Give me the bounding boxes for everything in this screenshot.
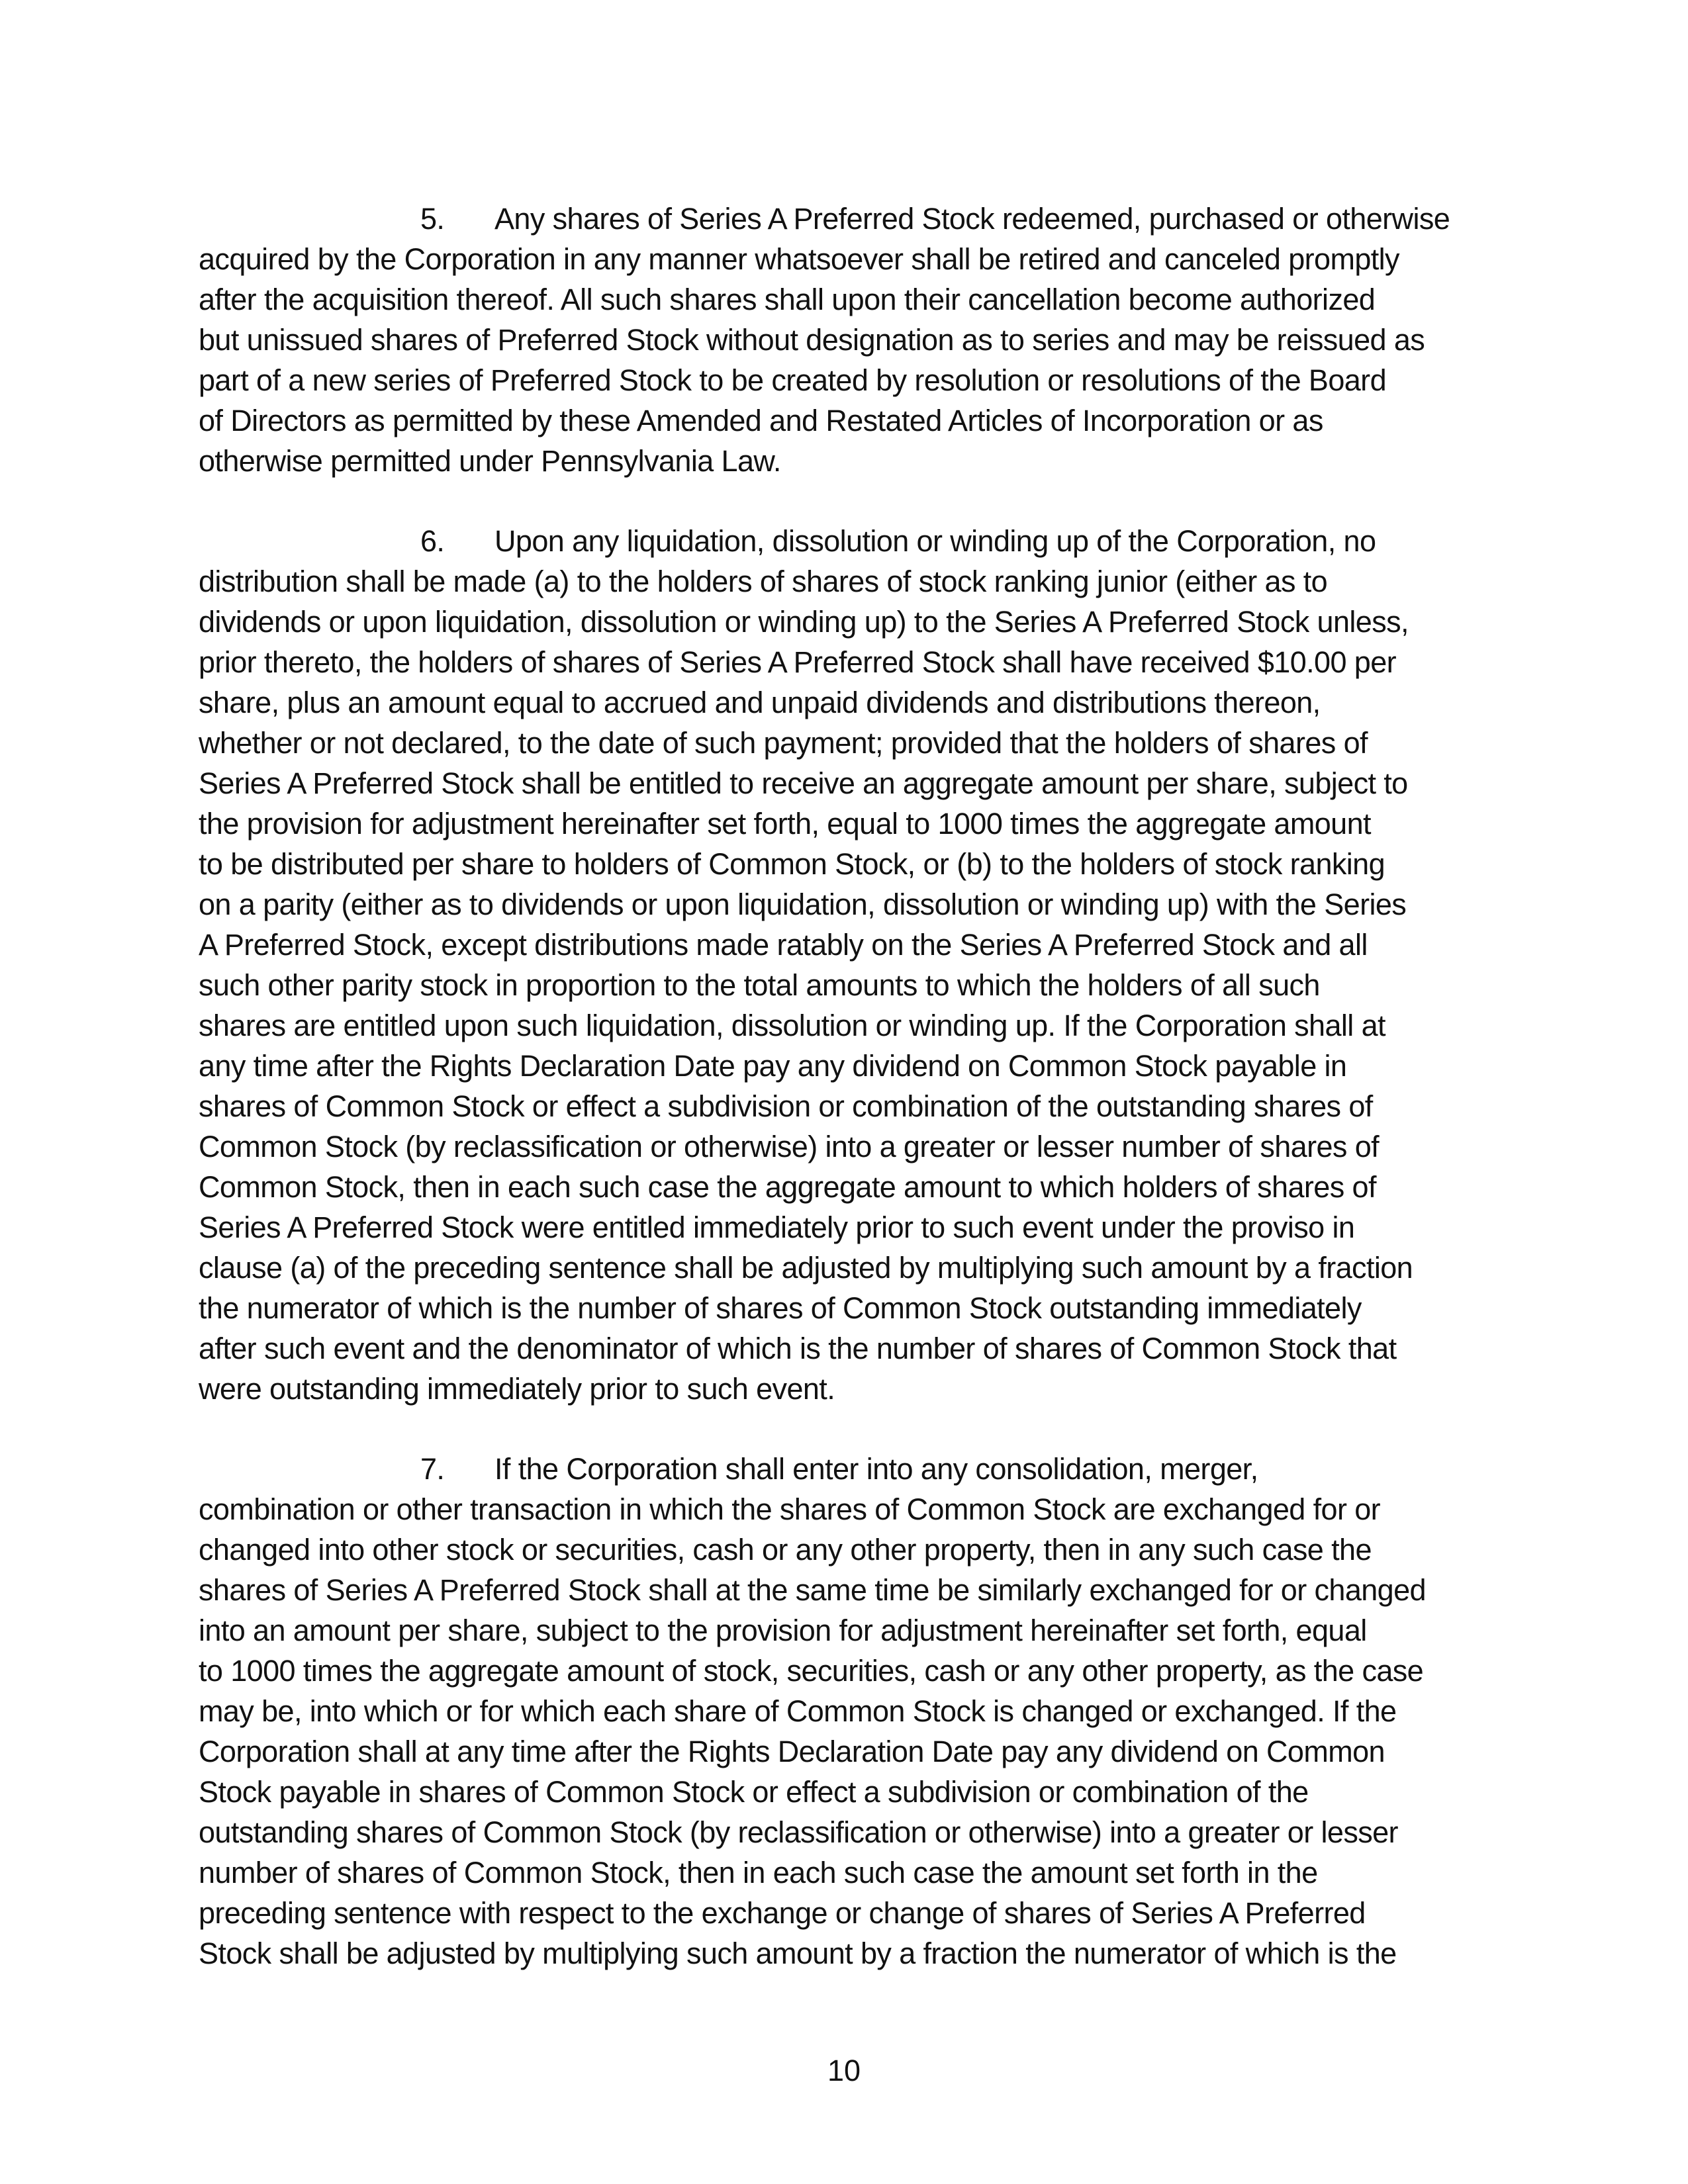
- paragraph-line: of Directors as permitted by these Amended and Restated Articles of Incorporation or as: [199, 404, 1323, 437]
- paragraph-first-line: [199, 521, 1489, 561]
- paragraph-line: shares of Series A Preferred Stock shall at the same time be similarly exchanged for or changed: [199, 1573, 1426, 1607]
- paragraph-line-text: Upon any liquidation, dissolution or winding up of the Corporation, no: [494, 524, 1376, 558]
- paragraph-line: but unissued shares of Preferred Stock without designation as to series and may be reissued as: [199, 323, 1425, 357]
- paragraph-line: preceding sentence with respect to the exchange or change of shares of Series A Preferred: [199, 1896, 1366, 1930]
- paragraph-line: whether or not declared, to the date of such payment; provided that the holders of shares of: [199, 726, 1368, 760]
- paragraph-line: dividends or upon liquidation, dissolution or winding up) to the Series A Preferred Stock unless,: [199, 605, 1409, 639]
- paragraph-line: distribution shall be made (a) to the holders of shares of stock ranking junior (either as to: [199, 565, 1328, 598]
- paragraph-first-line: [199, 1449, 1489, 1489]
- paragraph-line: A Preferred Stock, except distributions made ratably on the Series A Preferred Stock and all: [199, 928, 1368, 962]
- paragraph-line: were outstanding immediately prior to such event.: [199, 1372, 835, 1406]
- paragraph-6: [199, 521, 1489, 1409]
- paragraph-line: such other parity stock in proportion to the total amounts to which the holders of all such: [199, 968, 1320, 1002]
- paragraph-line: share, plus an amount equal to accrued and unpaid dividends and distributions thereon,: [199, 686, 1321, 719]
- paragraph-line: Common Stock, then in each such case the aggregate amount to which holders of shares of: [199, 1170, 1376, 1204]
- paragraph-7: [199, 1449, 1489, 1974]
- paragraph-line: to 1000 times the aggregate amount of stock, securities, cash or any other property, as the case: [199, 1654, 1424, 1688]
- paragraph-line-text: Any shares of Series A Preferred Stock redeemed, purchased or otherwise: [494, 202, 1450, 236]
- paragraph-line: changed into other stock or securities, cash or any other property, then in any such case the: [199, 1533, 1372, 1567]
- paragraph-line-text: If the Corporation shall enter into any consolidation, merger,: [494, 1452, 1258, 1486]
- paragraph-line: Stock payable in shares of Common Stock or effect a subdivision or combination of the: [199, 1775, 1309, 1809]
- paragraph-line: Stock shall be adjusted by multiplying such amount by a fraction the numerator of which is the: [199, 1936, 1397, 1970]
- paragraph-number: 5.: [420, 202, 445, 236]
- paragraph-line: into an amount per share, subject to the provision for adjustment hereinafter set forth, equal: [199, 1614, 1367, 1647]
- paragraph-line: shares are entitled upon such liquidation, dissolution or winding up. If the Corporation shall at: [199, 1009, 1385, 1042]
- paragraph-line: Series A Preferred Stock shall be entitled to receive an aggregate amount per share, subject to: [199, 766, 1408, 800]
- paragraph-5: [199, 199, 1489, 481]
- paragraph-line: outstanding shares of Common Stock (by reclassification or otherwise) into a greater or lesser: [199, 1815, 1398, 1849]
- paragraph-line: combination or other transaction in which the shares of Common Stock are exchanged for or: [199, 1492, 1381, 1526]
- paragraph-line: after such event and the denominator of which is the number of shares of Common Stock that: [199, 1332, 1397, 1365]
- paragraph-line: the provision for adjustment hereinafter set forth, equal to 1000 times the aggregate amount: [199, 807, 1371, 841]
- paragraph-line: Series A Preferred Stock were entitled immediately prior to such event under the proviso in: [199, 1210, 1355, 1244]
- document-body: [199, 199, 1489, 2013]
- paragraph-line: on a parity (either as to dividends or upon liquidation, dissolution or winding up) with the Series: [199, 887, 1407, 921]
- paragraph-line: part of a new series of Preferred Stock to be created by resolution or resolutions of the Board: [199, 363, 1386, 397]
- paragraph-first-line: [199, 199, 1489, 239]
- paragraph-line: clause (a) of the preceding sentence shall be adjusted by multiplying such amount by a fraction: [199, 1251, 1413, 1285]
- paragraph-line: the numerator of which is the number of shares of Common Stock outstanding immediately: [199, 1291, 1362, 1325]
- paragraph-line: any time after the Rights Declaration Date pay any dividend on Common Stock payable in: [199, 1049, 1347, 1083]
- paragraph-line: otherwise permitted under Pennsylvania Law.: [199, 444, 781, 478]
- paragraph-line: to be distributed per share to holders of Common Stock, or (b) to the holders of stock ranking: [199, 847, 1385, 881]
- paragraph-number: 7.: [420, 1452, 445, 1486]
- paragraph-line: after the acquisition thereof. All such shares shall upon their cancellation become authorized: [199, 283, 1376, 316]
- paragraph-line: acquired by the Corporation in any manner whatsoever shall be retired and canceled promptly: [199, 242, 1399, 276]
- page-number: 10: [827, 2054, 861, 2087]
- paragraph-line: may be, into which or for which each share of Common Stock is changed or exchanged. If the: [199, 1694, 1397, 1728]
- paragraph-line: prior thereto, the holders of shares of Series A Preferred Stock shall have received $10.00 per: [199, 645, 1397, 679]
- paragraph-line: Corporation shall at any time after the Rights Declaration Date pay any dividend on Common: [199, 1735, 1385, 1768]
- paragraph-number: 6.: [420, 524, 445, 558]
- paragraph-line: Common Stock (by reclassification or otherwise) into a greater or lesser number of shares of: [199, 1130, 1380, 1163]
- paragraph-line: number of shares of Common Stock, then in each such case the amount set forth in the: [199, 1856, 1318, 1889]
- paragraph-line: shares of Common Stock or effect a subdivision or combination of the outstanding shares of: [199, 1089, 1373, 1123]
